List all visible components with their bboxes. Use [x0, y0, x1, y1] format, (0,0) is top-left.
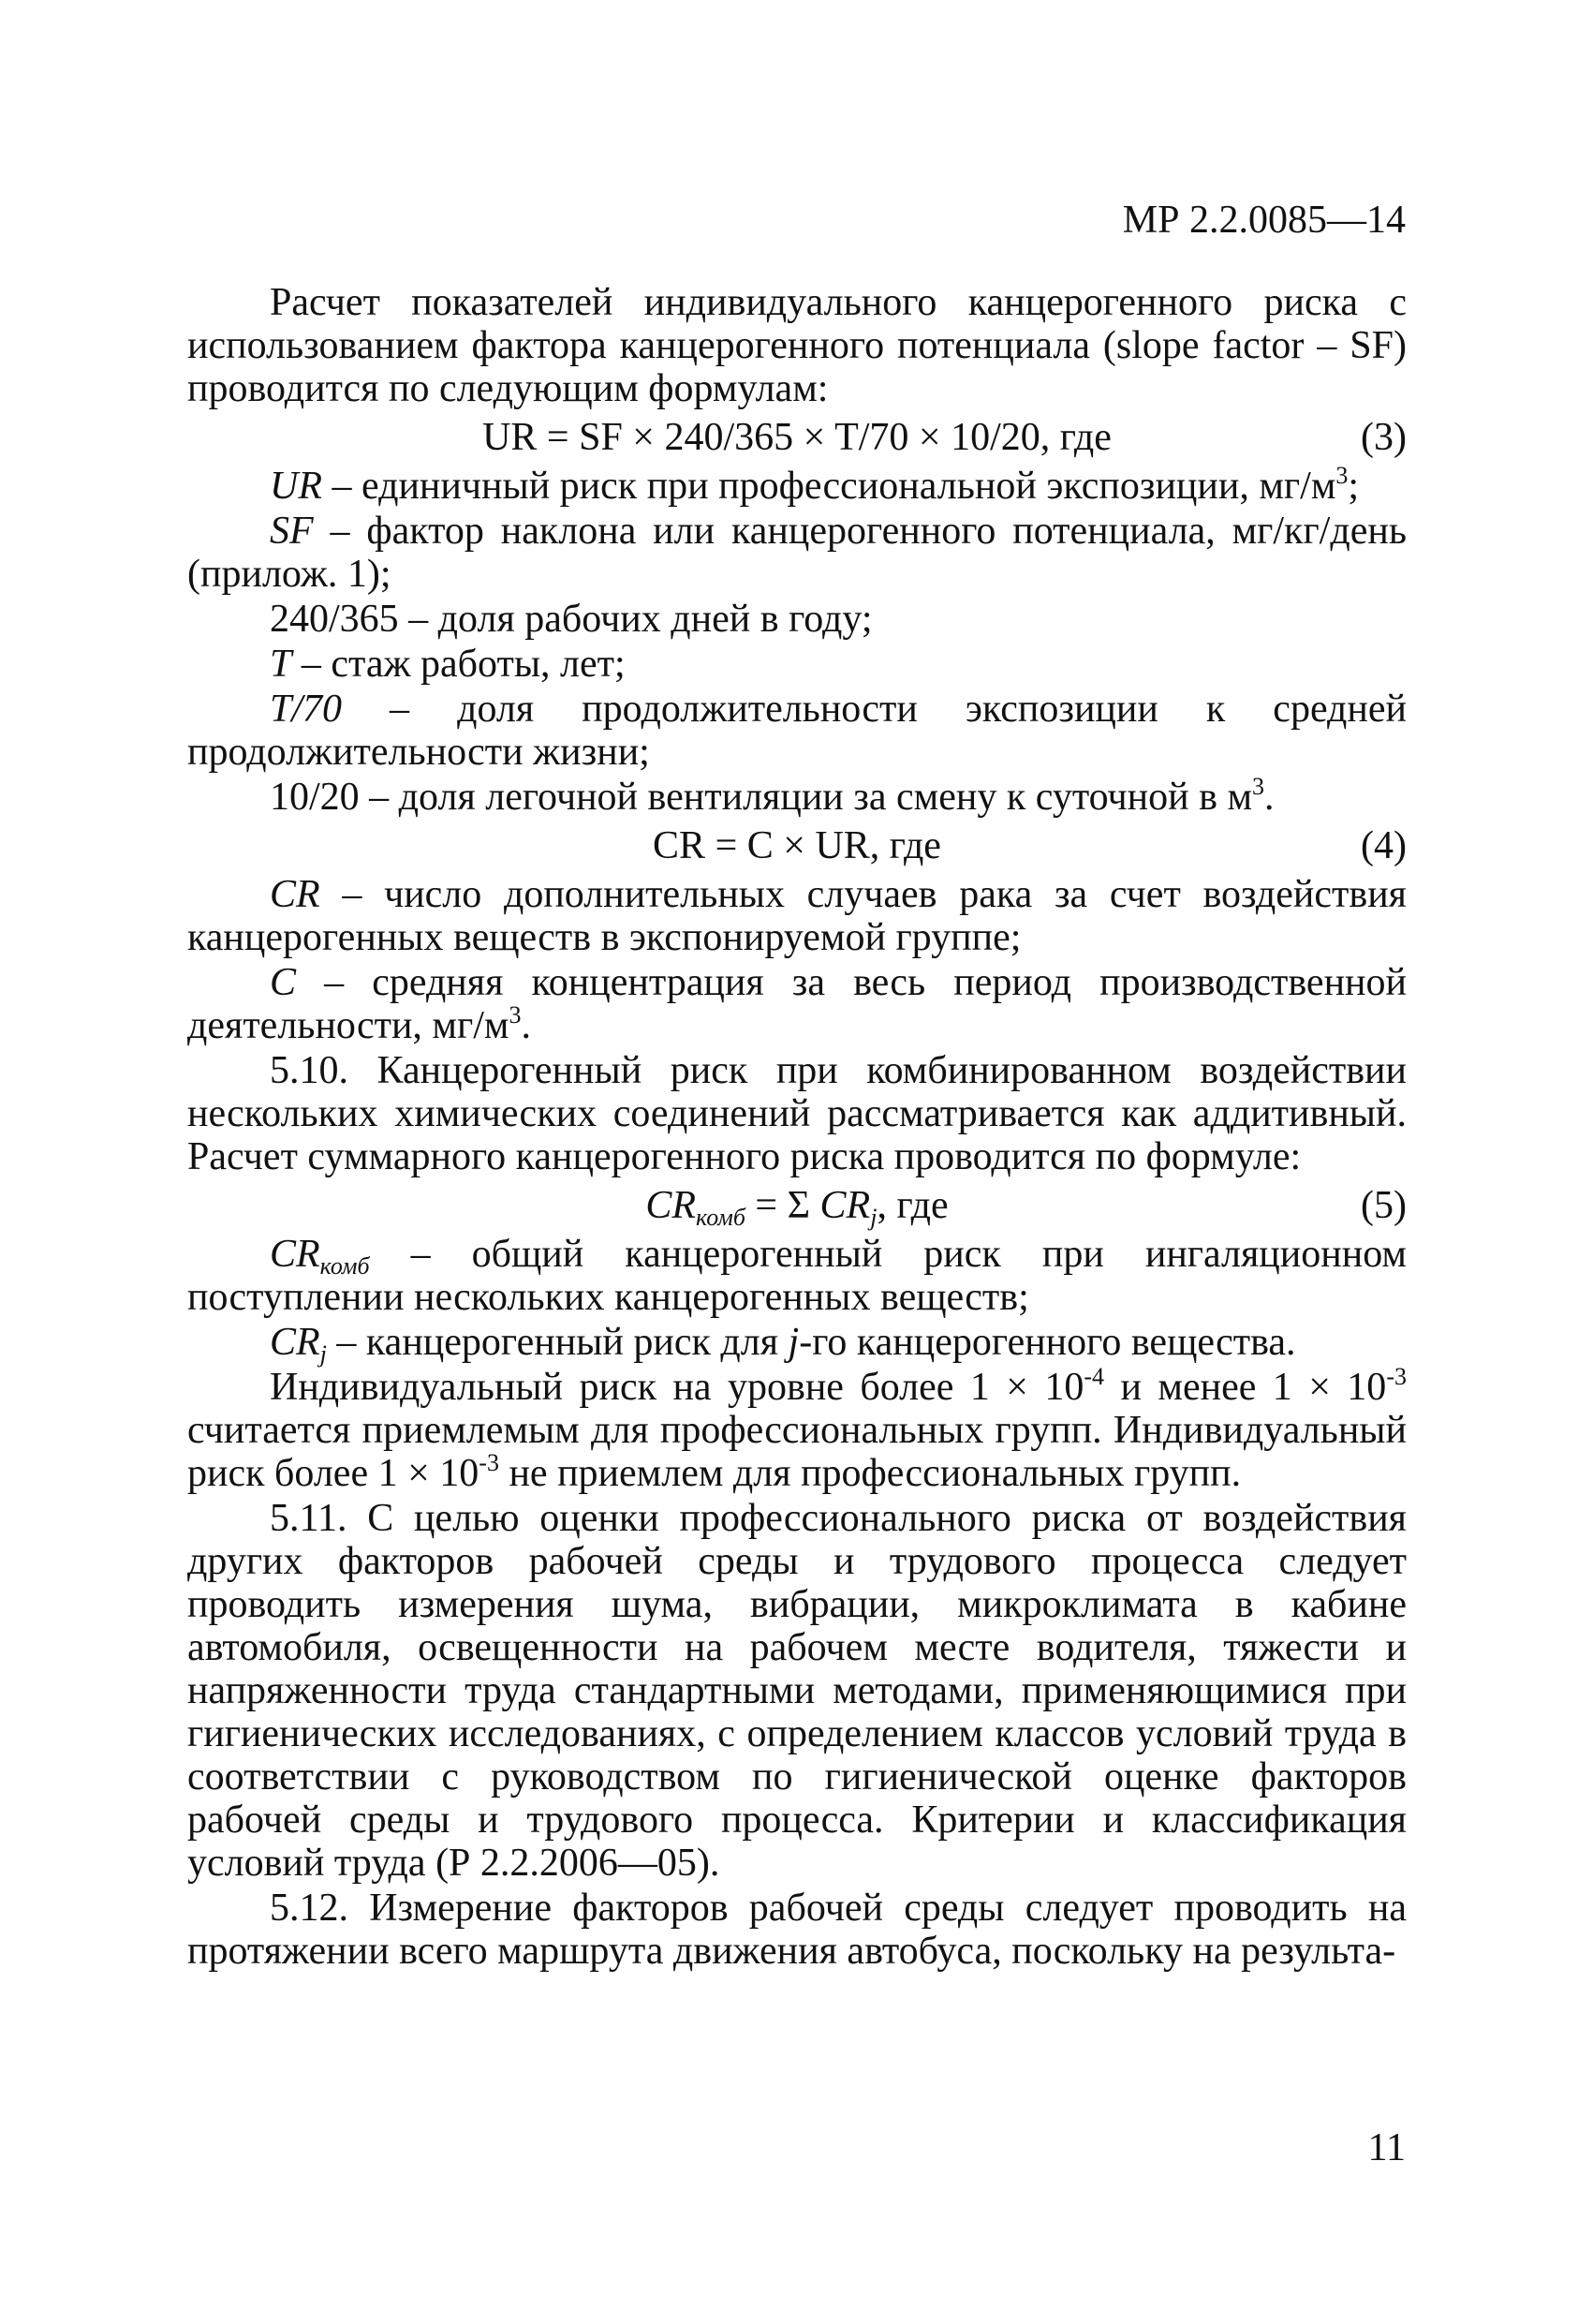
formula-3-number: (3)	[1361, 416, 1407, 459]
formula-3-expression: UR = SF × 240/365 × T/70 × 10/20, где	[482, 416, 1112, 459]
definition-ur: UR – единичный риск при профессиональной экспозиции, $мг/м^3$;	[270, 462, 1360, 508]
symbol-t70: T/70	[270, 688, 343, 731]
formula-5-number: (5)	[1361, 1184, 1407, 1227]
definition-cr-j: $CR_j$ – канцерогенный риск для j-го канцерогенного вещества.	[270, 1321, 1296, 1368]
formula-4-expression: CR = C × UR, где	[653, 824, 941, 867]
symbol-ur: UR	[270, 465, 322, 508]
symbol-sf: SF	[270, 510, 314, 553]
paragraph-5-12: 5.12. Измерение факторов рабочей среды следует проводить на протяжении всего маршрута движения автобуса, поскольку на результа-	[187, 1887, 1407, 1973]
definition-cr-komb: $CR_{комб}$ – общий канцерогенный риск при ингаляционном поступлении нескольких канцерогенных веществ;	[187, 1233, 1407, 1319]
definition-10-20: 10/20 – доля легочной вентиляции за смену к суточной в $м^3$.	[270, 773, 1275, 819]
body-text	[187, 281, 1407, 1975]
symbol-cr: CR	[270, 873, 320, 916]
formula-5	[187, 1182, 1407, 1229]
paragraph-individual-risk: Индивидуальный риск на уровне более $1 \times 10^{-4}$ и менее $1 \times 10^{-3}$ считается приемлемым для профессиональных групп. Индивидуальный риск более $1 \times 10^{-3}$ не приемлем для профессиональных групп.	[187, 1363, 1407, 1495]
formula-5-expression: $CR_{комб} = \Sigma$ $CR_j$, где	[645, 1184, 949, 1231]
symbol-c: C	[270, 961, 297, 1004]
definition-t: T – стаж работы, лет;	[270, 643, 626, 686]
page-number: 11	[1367, 2126, 1406, 2169]
formula-3	[187, 414, 1407, 461]
paragraph-intro: Расчет показателей индивидуального канцерогенного риска с использованием фактора канцерогенного потенциала (slope factor – SF) проводится по следующим формулам:	[187, 281, 1407, 410]
formula-4-number: (4)	[1361, 824, 1407, 867]
formula-4	[187, 822, 1407, 869]
definition-c: C – средняя концентрация за весь период производственной деятельности, $мг/м^3$.	[187, 961, 1407, 1047]
document-code: МР 2.2.0085—14	[1122, 199, 1406, 242]
paragraph-5-10: 5.10. Канцерогенный риск при комбинированном воздействии нескольких химических соединений рассматривается как аддитивный. Расчет суммарного канцерогенного риска проводится по формуле:	[187, 1049, 1407, 1178]
definition-t70: T/70 – доля продолжительности экспозиции к средней продолжительности жизни;	[187, 688, 1407, 774]
definition-cr: CR – число дополнительных случаев рака за счет воздействия канцерогенных веществ в экспонируемой группе;	[187, 873, 1407, 959]
paragraph-5-11: 5.11. С целью оценки профессионального риска от воздействия других факторов рабочей среды и трудового процесса следует проводить измерения шума, вибрации, микроклимата в кабине автомобиля, освещенности на рабочем месте водителя, тяжести и напряженности труда стандартными методами, применяющимися при гигиенических исследованиях, с определением классов условий труда в соответствии с руководством по гигиенической оценке факторов рабочей среды и трудового процесса. Критерии и классификация условий труда (Р 2.2.2006—05).	[187, 1497, 1407, 1885]
symbol-t: T	[270, 643, 292, 686]
definition-240-365: 240/365 – доля рабочих дней в году;	[270, 598, 873, 641]
definition-sf: SF – фактор наклона или канцерогенного потенциала, мг/кг/день (прилож. 1);	[187, 510, 1407, 596]
